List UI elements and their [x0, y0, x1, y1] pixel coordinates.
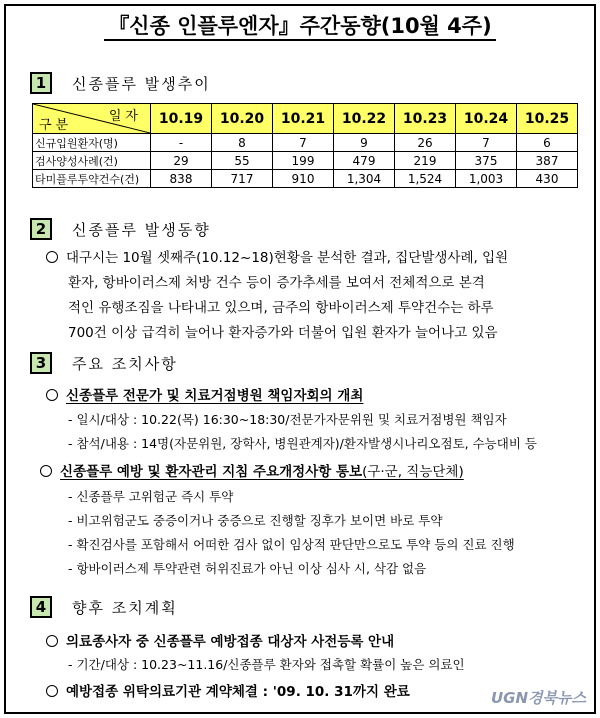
table-cell: 26: [395, 134, 456, 152]
table-cell: 910: [273, 170, 334, 188]
section-number: 4: [30, 596, 52, 618]
section-number: 2: [30, 218, 52, 240]
section-2-header: [30, 218, 211, 240]
row-label: 검사양성사례(건): [33, 152, 151, 170]
table-corner-cell: [33, 104, 151, 134]
table-cell: 1,304: [334, 170, 395, 188]
table-header-row: [33, 104, 578, 134]
action-item-1: 신종플루 전문가 및 치료거점병원 책임자회의 개최: [46, 384, 363, 404]
section-1-header: [30, 72, 211, 94]
table-cell: 479: [334, 152, 395, 170]
action-item-2: 신종플루 예방 및 환자관리 지침 주요개정사항 통보(구·군, 직능단체): [40, 460, 464, 480]
plan-item-1-detail: - 기간/대상 : 10.23~11.16/신종플루 환자와 접촉할 확률이 높은 의료인: [68, 657, 465, 672]
action-item-1-detail: - 일시/대상 : 10.22(목) 16:30~18:30/전문가자문위원 및 치료거점병원 책임자: [68, 412, 507, 427]
table-cell: 1,003: [456, 170, 517, 188]
section-title: 신종플루 발생추이: [72, 74, 211, 93]
section-title: 신종플루 발생동향: [72, 220, 211, 239]
action-item-2-detail: - 비고위험군도 중증이거나 중증으로 진행할 징후가 보이면 바로 투약: [68, 513, 443, 528]
table-cell: 7: [273, 134, 334, 152]
date-header: 10.22: [334, 104, 395, 134]
circle-bullet-icon: [46, 389, 58, 401]
row-label: 신규입원환자(명): [33, 134, 151, 152]
table-cell: 8: [212, 134, 273, 152]
date-header: 10.19: [151, 104, 212, 134]
action-item-1-detail: - 참석/내용 : 14명(자문위원, 장학사, 병원관계자)/환자발생시나리오점토, 수능대비 등: [68, 436, 537, 451]
table-cell: 1,524: [395, 170, 456, 188]
circle-bullet-icon: [46, 251, 58, 263]
table-cell: 219: [395, 152, 456, 170]
action-item-2-detail: - 신종플루 고위험군 즉시 투약: [68, 489, 234, 504]
section-4-header: [30, 596, 178, 618]
weekly-stats-table: [32, 103, 578, 188]
table-row: [33, 170, 578, 188]
circle-bullet-icon: [46, 685, 58, 697]
table-cell: 838: [151, 170, 212, 188]
section-title: 향후 조치계획: [72, 598, 178, 617]
corner-date-label: 일자: [108, 109, 142, 124]
plan-item-1: 의료종사자 중 신종플루 예방접종 대상자 사전등록 안내: [46, 630, 394, 650]
table-cell: 199: [273, 152, 334, 170]
circle-bullet-icon: [46, 635, 58, 647]
table-cell: -: [151, 134, 212, 152]
circle-bullet-icon: [40, 465, 52, 477]
date-header: 10.21: [273, 104, 334, 134]
table-row: [33, 152, 578, 170]
section-3-header: [30, 352, 178, 374]
table-row: [33, 134, 578, 152]
table-cell: 9: [334, 134, 395, 152]
table-cell: 55: [212, 152, 273, 170]
action-item-2-detail: - 항바이러스제 투약관련 허위진료가 아닌 이상 심사 시, 삭감 없음: [68, 561, 427, 576]
date-header: 10.20: [212, 104, 273, 134]
corner-category-label: 구분: [39, 118, 73, 133]
table-cell: 6: [517, 134, 578, 152]
section-number: 3: [30, 352, 52, 374]
action-item-2-detail: - 확진검사를 포함해서 어떠한 검사 없이 임상적 판단만으로도 투약 등의 진료 진행: [68, 537, 515, 552]
table-cell: 7: [456, 134, 517, 152]
date-header: 10.23: [395, 104, 456, 134]
table-cell: 29: [151, 152, 212, 170]
page-title: 『신종 인플루엔자』주간동향(10월 4주): [6, 10, 594, 40]
watermark-logo: UGN경북뉴스: [490, 689, 586, 707]
document-frame: [4, 4, 596, 714]
plan-item-2: 예방접종 위탁의료기관 계약체결 : '09. 10. 31까지 완료: [46, 680, 410, 700]
table-cell: 717: [212, 170, 273, 188]
table-cell: 375: [456, 152, 517, 170]
date-header: 10.24: [456, 104, 517, 134]
date-header: 10.25: [517, 104, 578, 134]
section-number: 1: [30, 72, 52, 94]
section-title: 주요 조치사항: [72, 354, 178, 373]
trend-paragraph: 대구시는 10월 셋째주(10.12~18)현황을 분석한 결과, 집단발생사례, 입원 환자, 항바이러스제 처방 건수 등이 증가추세를 보여서 전체적으로 본격 적인 유행조짐을 나타내고 있으며, 금주의 항바이러스제 투약건수는 하루 700건 이상 급격히 늘어나 환자증가와 더불어 입원 환자가 늘어나고 있음: [46, 246, 580, 346]
table-cell: 430: [517, 170, 578, 188]
table-cell: 387: [517, 152, 578, 170]
row-label: 타미플루투약건수(건): [33, 170, 151, 188]
